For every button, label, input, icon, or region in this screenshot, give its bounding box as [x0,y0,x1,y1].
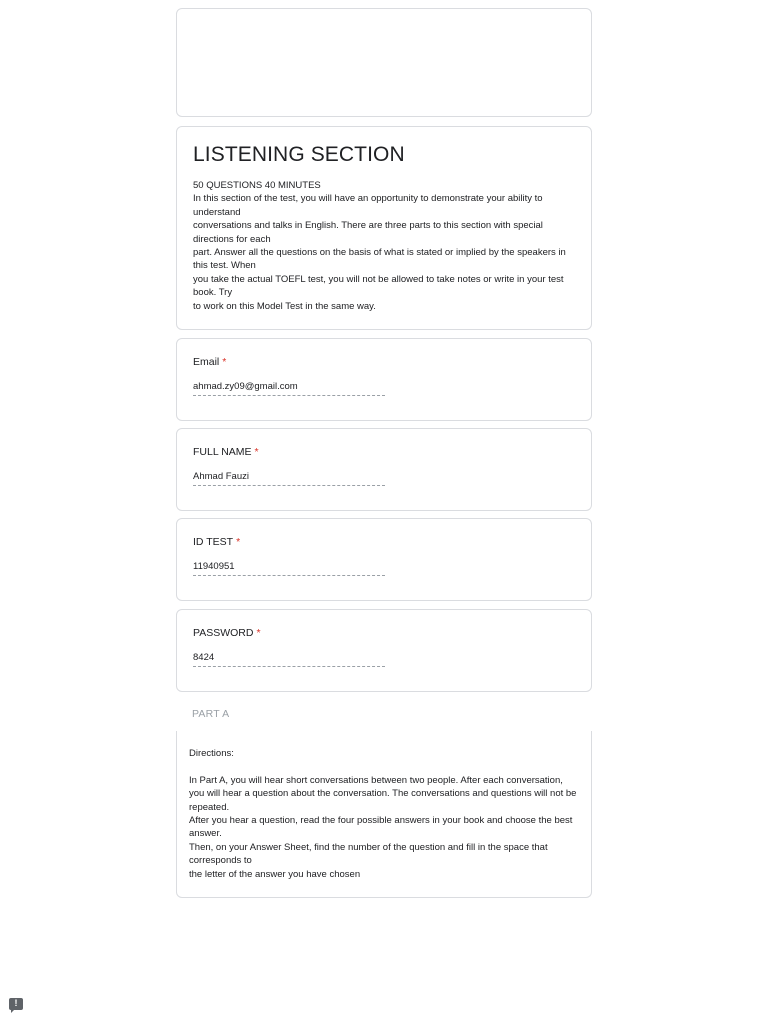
password-field[interactable]: 8424 [193,652,385,667]
form-title: LISTENING SECTION [193,143,405,166]
report-feedback-icon[interactable]: ! [9,998,23,1010]
question-password [176,609,592,692]
section-directions-card [176,731,592,898]
section-title: PART A [192,708,230,720]
required-asterisk: * [254,446,259,458]
question-id-test [176,518,592,601]
question-full-name [176,428,592,511]
required-asterisk: * [256,627,261,639]
question-label: Email [193,356,220,368]
question-label: ID TEST [193,536,234,548]
form-title-card [176,126,592,330]
form-header-banner [176,8,592,117]
required-asterisk: * [222,356,227,368]
full-name-field[interactable]: Ahmad Fauzi [193,471,385,486]
section-directions: Directions: In Part A, you will hear short conversations between two people. After each conversation, you will hear a question about the conversation. The conversations and questions will not be repeated. After you hear a question, read the four possible answers in your book and choose the best answer. Then, on your Answer Sheet, find the number of the question and fill in the space that corresponds to the letter of the answer you have chosen [189,748,577,880]
required-asterisk: * [236,536,241,548]
question-label: PASSWORD [193,627,254,639]
question-label: FULL NAME [193,446,252,458]
id-test-field[interactable]: 11940951 [193,561,385,576]
question-email [176,338,592,421]
form-description: 50 QUESTIONS 40 MINUTES In this section of the test, you will have an opportunity to demonstrate your ability to understand conversations and talks in English. There are three parts to this section with special directions for each part. Answer all the questions on the basis of what is stated or implied by the speakers in this test. When you take the actual TOEFL test, you will not be allowed to take notes or write in your test book. Try to work on this Model Test in the same way. [193,180,566,312]
email-field[interactable]: ahmad.zy09@gmail.com [193,381,385,396]
